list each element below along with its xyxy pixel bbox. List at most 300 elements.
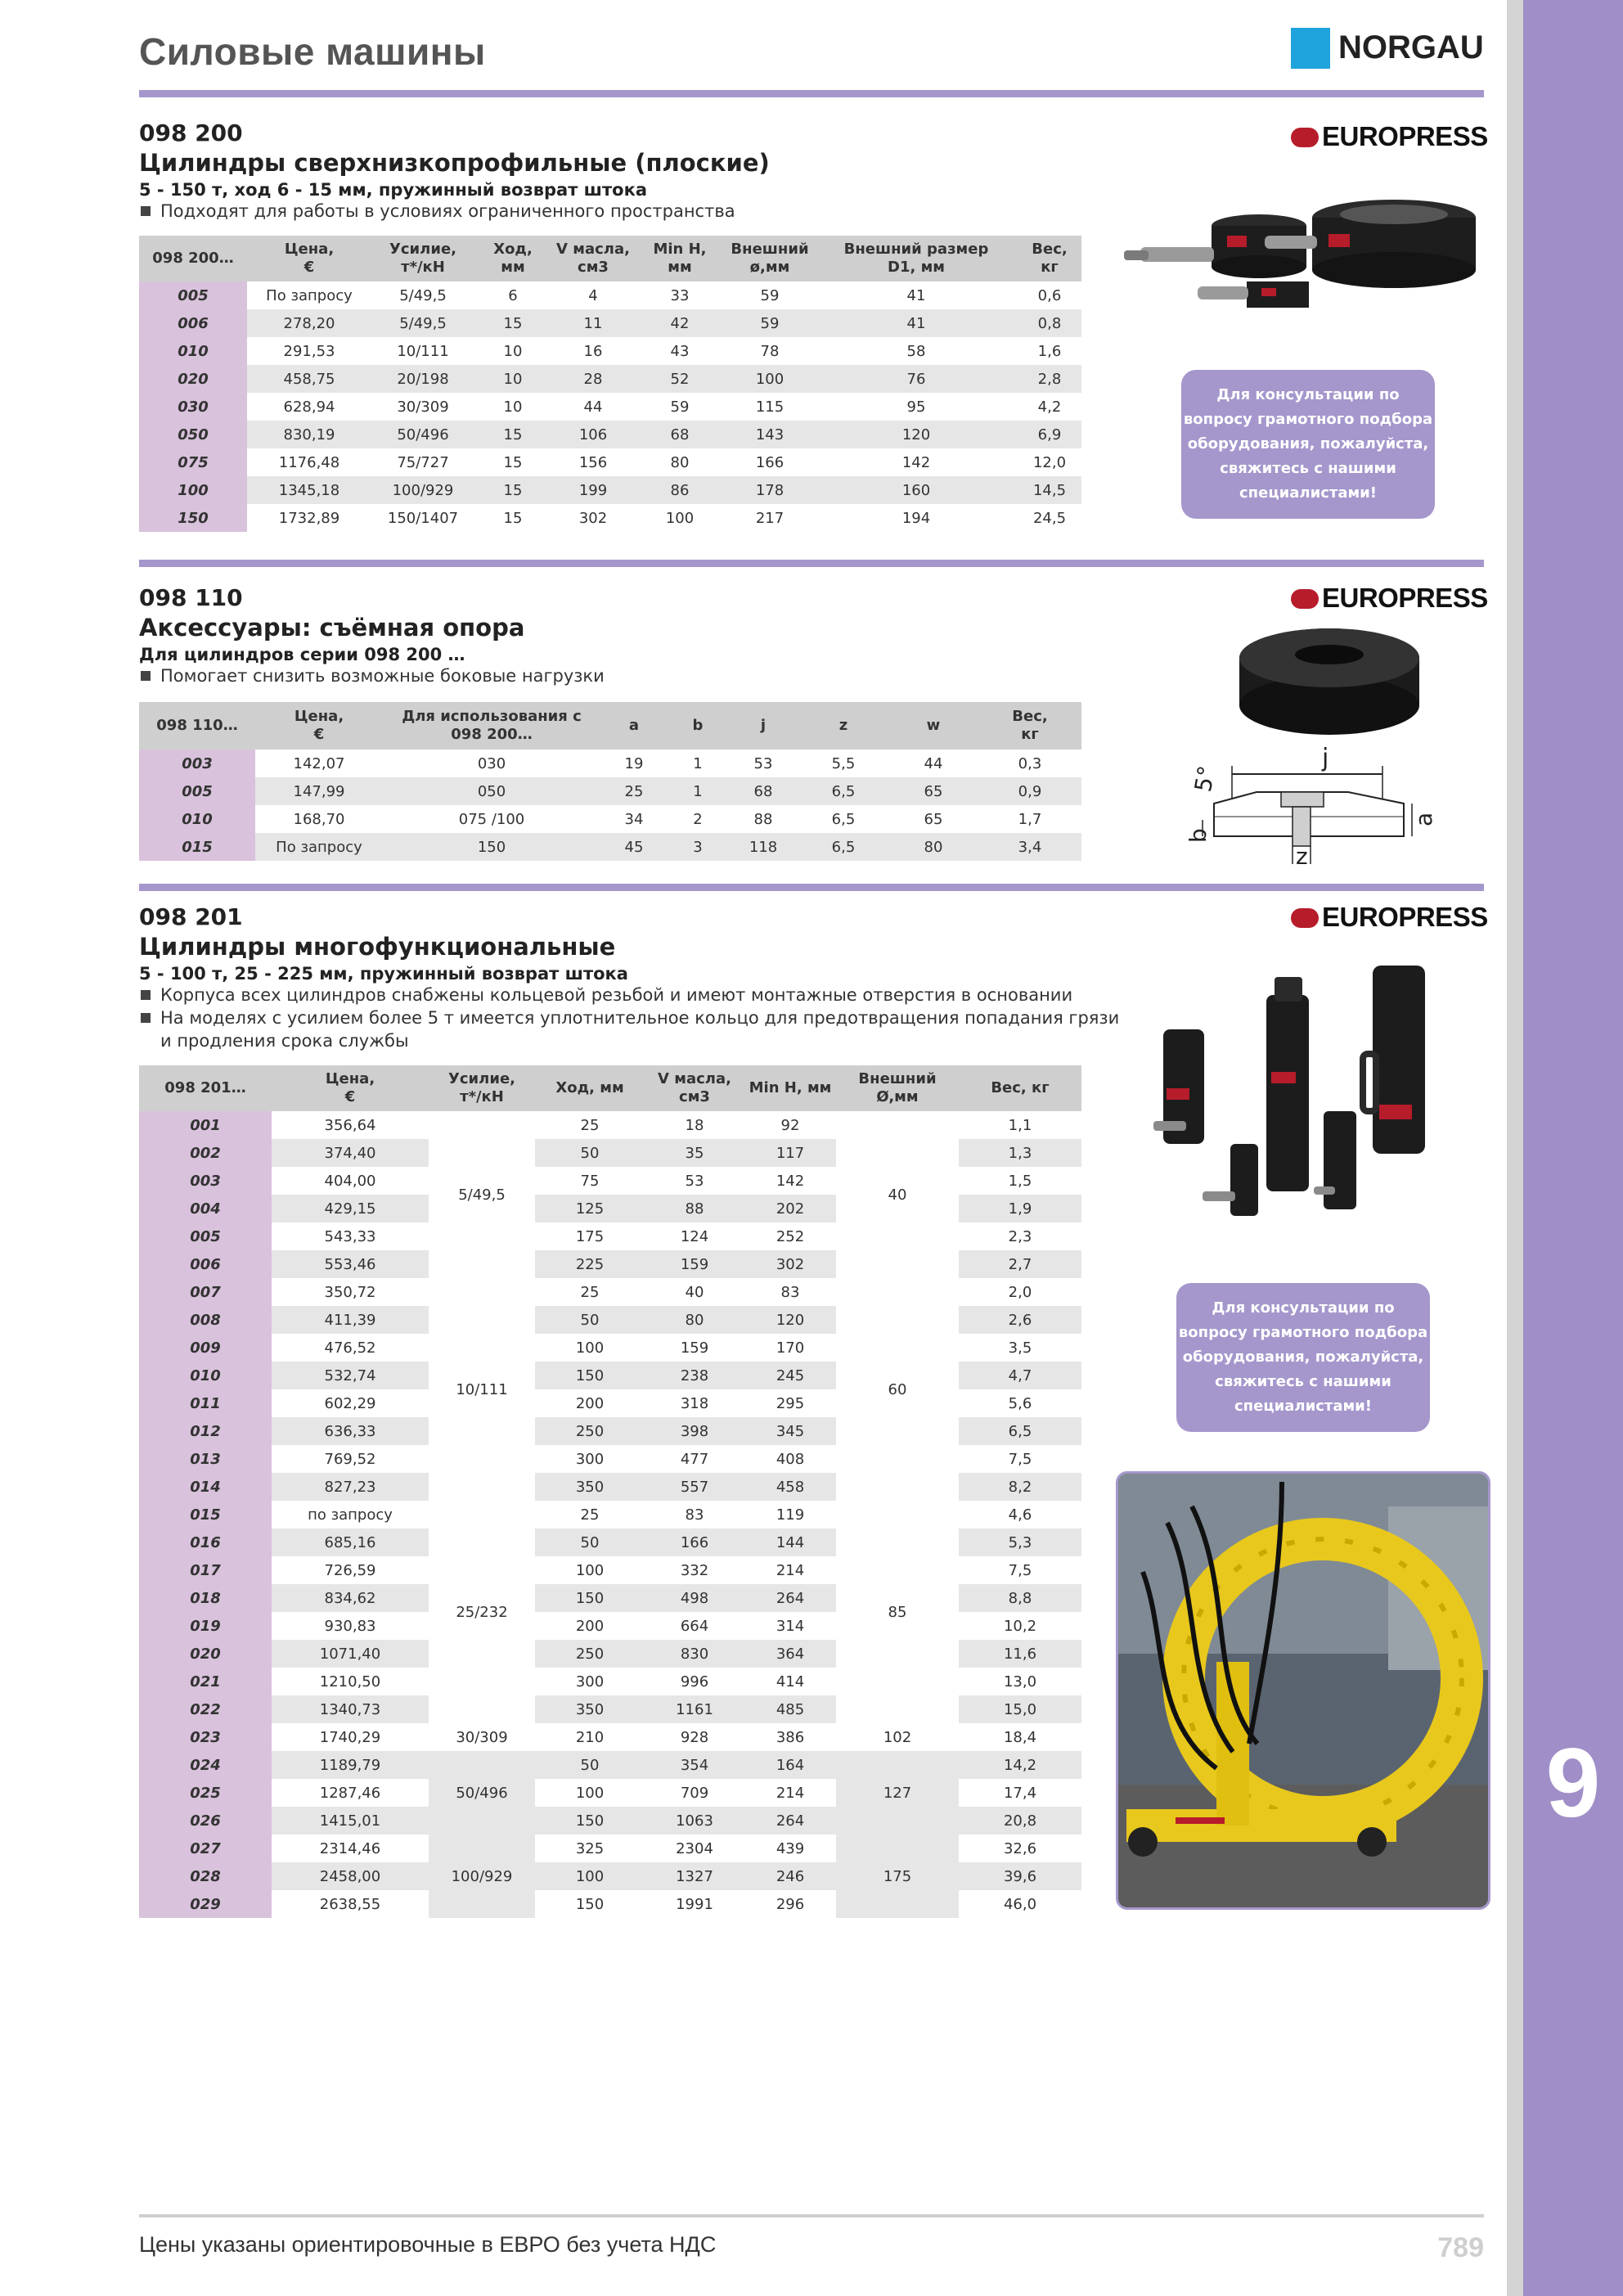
table-row — [139, 281, 1081, 309]
table-cell: 930,83 — [272, 1612, 429, 1640]
table-cell: 245 — [744, 1362, 836, 1389]
section3-code: 098 201 — [139, 903, 243, 930]
section2-bullet: Помогает снизить возможные боковые нагрузки — [141, 666, 605, 686]
article-code: 014 — [139, 1473, 272, 1501]
table-cell: 664 — [645, 1612, 744, 1640]
table-cell: 636,33 — [272, 1417, 429, 1445]
table-cell: 2,7 — [959, 1250, 1081, 1278]
table-cell: 142,07 — [255, 750, 383, 777]
table-cell: 100 — [535, 1556, 645, 1584]
table-cell: 264 — [744, 1584, 836, 1612]
table-row — [139, 365, 1081, 393]
table-cell: 458,75 — [247, 365, 371, 393]
table-row — [139, 337, 1081, 365]
table-cell: 11 — [551, 309, 635, 337]
table-cell: 0,3 — [978, 750, 1081, 777]
article-code: 022 — [139, 1695, 272, 1723]
support-dimension-diagram — [1178, 741, 1440, 871]
column-header: V масла, см3 — [645, 1065, 744, 1111]
table-cell: 86 — [635, 476, 725, 504]
table-cell: 14,2 — [959, 1751, 1081, 1779]
column-header: Цена, € — [247, 236, 371, 281]
table-cell: 178 — [725, 476, 815, 504]
bullet-icon — [141, 1013, 151, 1023]
table-cell: 769,52 — [272, 1445, 429, 1473]
table-cell: 150 — [383, 833, 600, 861]
table-cell: 458 — [744, 1473, 836, 1501]
table-cell: 150 — [535, 1362, 645, 1389]
force-group-cell: 5/49,5 — [429, 1111, 535, 1278]
article-code: 030 — [139, 393, 247, 421]
column-header: 098 200… — [139, 236, 247, 281]
table-cell: 404,00 — [272, 1167, 429, 1195]
column-header: Ход, мм — [535, 1065, 645, 1111]
table-cell: 115 — [725, 393, 815, 421]
article-code: 027 — [139, 1835, 272, 1862]
table-cell: 35 — [645, 1139, 744, 1167]
bullet-icon — [141, 990, 151, 1000]
table-cell: 92 — [744, 1111, 836, 1139]
table-cell: 100 — [535, 1334, 645, 1362]
table-row — [139, 1111, 1081, 1139]
table-cell: 59 — [635, 393, 725, 421]
application-photo — [1116, 1471, 1490, 1910]
table-cell: 76 — [815, 365, 1018, 393]
article-code: 020 — [139, 365, 247, 393]
table-cell: 50 — [535, 1306, 645, 1334]
column-header: Min H, мм — [635, 236, 725, 281]
column-header: Для использования с 098 200… — [383, 702, 600, 750]
section1-brand: EUROPRESS — [1291, 121, 1488, 152]
table-cell: 5,3 — [959, 1528, 1081, 1556]
table-cell: 59 — [725, 281, 815, 309]
column-header: Цена, € — [272, 1065, 429, 1111]
table-cell: 1063 — [645, 1807, 744, 1835]
table-cell: 41 — [815, 309, 1018, 337]
table-cell: 15,0 — [959, 1695, 1081, 1723]
table-cell: 19 — [600, 750, 668, 777]
table-cell: 100 — [535, 1779, 645, 1807]
table-cell: 44 — [888, 750, 978, 777]
norgau-logo-icon — [1291, 28, 1330, 69]
table-cell: 411,39 — [272, 1306, 429, 1334]
table-cell: 1991 — [645, 1890, 744, 1918]
table-cell: 120 — [744, 1306, 836, 1334]
table-cell: 332 — [645, 1556, 744, 1584]
table-row — [139, 1723, 1081, 1751]
table-cell: 6 — [474, 281, 551, 309]
table-cell: 1210,50 — [272, 1668, 429, 1695]
table-cell: 100 — [535, 1862, 645, 1890]
table-row — [139, 309, 1081, 337]
table-cell: 2638,55 — [272, 1890, 429, 1918]
table-cell: 143 — [725, 421, 815, 448]
table-cell: 119 — [744, 1501, 836, 1528]
table-cell: 398 — [645, 1417, 744, 1445]
table-cell: 166 — [725, 448, 815, 476]
table-cell: 32,6 — [959, 1835, 1081, 1862]
table-cell: 485 — [744, 1695, 836, 1723]
table-cell: 429,15 — [272, 1195, 429, 1222]
force-group-cell: 30/309 — [429, 1723, 535, 1751]
table-cell: 5,5 — [798, 750, 888, 777]
table-cell: 7,5 — [959, 1445, 1081, 1473]
table-cell: 13,0 — [959, 1668, 1081, 1695]
table-cell: 15 — [474, 448, 551, 476]
table-row — [139, 476, 1081, 504]
table-cell: 15 — [474, 309, 551, 337]
table-cell: 20,8 — [959, 1807, 1081, 1835]
table-cell: 374,40 — [272, 1139, 429, 1167]
table-cell: 150/1407 — [371, 504, 474, 532]
europress-logo-icon — [1291, 128, 1319, 147]
table-row — [139, 1835, 1081, 1862]
table-cell: 408 — [744, 1445, 836, 1473]
table-cell: 4 — [551, 281, 635, 309]
table-cell: 364 — [744, 1640, 836, 1668]
table-cell: 7,5 — [959, 1556, 1081, 1584]
table-cell: 80 — [635, 448, 725, 476]
column-header: Усилие, т*/кН — [371, 236, 474, 281]
footer-note: Цены указаны ориентировочные в ЕВРО без учета НДС — [139, 2232, 717, 2257]
table-cell: 345 — [744, 1417, 836, 1445]
table-cell: 439 — [744, 1835, 836, 1862]
table-cell: 11,6 — [959, 1640, 1081, 1668]
table-cell: 4,6 — [959, 1501, 1081, 1528]
table-cell: 3 — [668, 833, 728, 861]
table-row — [139, 1751, 1081, 1779]
table-cell: 928 — [645, 1723, 744, 1751]
chapter-number: 9 — [1545, 1728, 1601, 1838]
table-cell: 159 — [645, 1334, 744, 1362]
table-cell: 164 — [744, 1751, 836, 1779]
table-cell: 150 — [535, 1807, 645, 1835]
section3-bullet: На моделях с усилием более 5 т имеется уплотнительное кольцо для предотвращения попадания грязи — [141, 1008, 1119, 1028]
column-header: a — [600, 702, 668, 750]
table-cell: 46,0 — [959, 1890, 1081, 1918]
column-header: j — [728, 702, 798, 750]
table-cell: 50 — [535, 1528, 645, 1556]
table-cell: 5/49,5 — [371, 309, 474, 337]
table-cell: 75 — [535, 1167, 645, 1195]
table-cell: 15 — [474, 421, 551, 448]
table-cell: 498 — [645, 1584, 744, 1612]
table-cell: 5,6 — [959, 1389, 1081, 1417]
table-cell: 214 — [744, 1779, 836, 1807]
table-cell: 194 — [815, 504, 1018, 532]
table-cell: 302 — [551, 504, 635, 532]
table-cell: 543,33 — [272, 1222, 429, 1250]
table-cell: 18,4 — [959, 1723, 1081, 1751]
table-cell: 602,29 — [272, 1389, 429, 1417]
article-code: 019 — [139, 1612, 272, 1640]
table-cell: 2,0 — [959, 1278, 1081, 1306]
column-header: Вес, кг — [1018, 236, 1081, 281]
section-divider — [139, 884, 1484, 891]
table-cell: 10 — [474, 337, 551, 365]
article-code: 016 — [139, 1528, 272, 1556]
section1-code: 098 200 — [139, 119, 243, 146]
column-header: Min H, мм — [744, 1065, 836, 1111]
table-cell: 325 — [535, 1835, 645, 1862]
article-code: 009 — [139, 1334, 272, 1362]
article-code: 075 — [139, 448, 247, 476]
table-cell: 1340,73 — [272, 1695, 429, 1723]
article-code: 020 — [139, 1640, 272, 1668]
table-cell: 246 — [744, 1862, 836, 1890]
table-cell: 17,4 — [959, 1779, 1081, 1807]
table-cell: 159 — [645, 1250, 744, 1278]
table-cell: 0,9 — [978, 777, 1081, 805]
table-cell: 20/198 — [371, 365, 474, 393]
table-cell: 15 — [474, 476, 551, 504]
article-code: 150 — [139, 504, 247, 532]
table-row — [139, 1278, 1081, 1306]
table-cell: 2314,46 — [272, 1835, 429, 1862]
column-header: Вес, кг — [978, 702, 1081, 750]
table-cell: 200 — [535, 1612, 645, 1640]
force-group-cell: 100/929 — [429, 1835, 535, 1918]
table-cell: 1,3 — [959, 1139, 1081, 1167]
table-cell: 53 — [645, 1167, 744, 1195]
table-row — [139, 504, 1081, 532]
table-cell: 532,74 — [272, 1362, 429, 1389]
table-header-row — [139, 702, 1081, 750]
section3-title: Цилиндры многофункциональные — [139, 933, 616, 961]
table-cell: 43 — [635, 337, 725, 365]
table-cell: 166 — [645, 1528, 744, 1556]
section3-subtitle: 5 - 100 т, 25 - 225 мм, пружинный возврат штока — [139, 964, 628, 984]
diameter-group-cell: 40 — [836, 1111, 959, 1278]
table-row — [139, 805, 1081, 833]
table-cell: 10 — [474, 365, 551, 393]
table-cell: 10 — [474, 393, 551, 421]
article-code: 013 — [139, 1445, 272, 1473]
table-cell: 25 — [535, 1278, 645, 1306]
column-header: b — [668, 702, 728, 750]
table-cell: 1,6 — [1018, 337, 1081, 365]
table-cell: 50 — [535, 1139, 645, 1167]
table-cell: 4,7 — [959, 1362, 1081, 1389]
table-cell: 1161 — [645, 1695, 744, 1723]
table-cell: 40 — [645, 1278, 744, 1306]
table-cell: 65 — [888, 777, 978, 805]
table-cell: 41 — [815, 281, 1018, 309]
section2-title: Аксессуары: съёмная опора — [139, 614, 525, 642]
table-cell: 50 — [535, 1751, 645, 1779]
table-cell: 39,6 — [959, 1862, 1081, 1890]
article-code: 023 — [139, 1723, 272, 1751]
table-cell: 214 — [744, 1556, 836, 1584]
table-cell: 350 — [535, 1473, 645, 1501]
table-cell: 10,2 — [959, 1612, 1081, 1640]
table-cell: 33 — [635, 281, 725, 309]
article-code: 006 — [139, 309, 247, 337]
dimension-label-angle: 5° — [1189, 763, 1221, 795]
section3-table — [139, 1065, 1081, 1918]
table-cell: 80 — [888, 833, 978, 861]
article-code: 006 — [139, 1250, 272, 1278]
table-cell: 030 — [383, 750, 600, 777]
column-header: 098 110… — [139, 702, 255, 750]
table-cell: 8,2 — [959, 1473, 1081, 1501]
section-divider — [139, 90, 1484, 97]
table-row — [139, 833, 1081, 861]
table-cell: по запросу — [272, 1501, 429, 1528]
table-cell: 0,8 — [1018, 309, 1081, 337]
article-code: 012 — [139, 1417, 272, 1445]
column-header: Вес, кг — [959, 1065, 1081, 1111]
table-cell: 318 — [645, 1389, 744, 1417]
table-cell: 125 — [535, 1195, 645, 1222]
table-cell: 15 — [474, 504, 551, 532]
article-code: 007 — [139, 1278, 272, 1306]
diameter-group-cell: 102 — [836, 1723, 959, 1751]
table-cell: 557 — [645, 1473, 744, 1501]
table-cell: 25 — [535, 1111, 645, 1139]
column-header: Усилие, т*/кН — [429, 1065, 535, 1111]
section3-brand: EUROPRESS — [1291, 902, 1488, 933]
table-cell: 1,7 — [978, 805, 1081, 833]
article-code: 005 — [139, 281, 247, 309]
table-cell: 350,72 — [272, 1278, 429, 1306]
table-cell: 14,5 — [1018, 476, 1081, 504]
table-cell: По запросу — [247, 281, 371, 309]
table-cell: 300 — [535, 1668, 645, 1695]
column-header: Цена, € — [255, 702, 383, 750]
column-header: V масла, см3 — [551, 236, 635, 281]
chapter-sidebar — [1523, 0, 1623, 2296]
table-cell: 28 — [551, 365, 635, 393]
table-cell: 350 — [535, 1695, 645, 1723]
table-cell: 685,16 — [272, 1528, 429, 1556]
column-header: Ход, мм — [474, 236, 551, 281]
table-row — [139, 1501, 1081, 1528]
article-code: 021 — [139, 1668, 272, 1695]
table-cell: 830,19 — [247, 421, 371, 448]
table-cell: 830 — [645, 1640, 744, 1668]
table-cell: 75/727 — [371, 448, 474, 476]
table-cell: 147,99 — [255, 777, 383, 805]
table-row — [139, 393, 1081, 421]
table-cell: 0,6 — [1018, 281, 1081, 309]
table-cell: 291,53 — [247, 337, 371, 365]
article-code: 003 — [139, 750, 255, 777]
table-cell: 477 — [645, 1445, 744, 1473]
table-cell: 142 — [815, 448, 1018, 476]
table-cell: 075 /100 — [383, 805, 600, 833]
table-cell: 217 — [725, 504, 815, 532]
table-cell: 2 — [668, 805, 728, 833]
table-cell: 150 — [535, 1584, 645, 1612]
table-cell: 118 — [728, 833, 798, 861]
table-cell: 100 — [635, 504, 725, 532]
force-group-cell: 50/496 — [429, 1751, 535, 1835]
table-cell: 202 — [744, 1195, 836, 1222]
table-cell: 827,23 — [272, 1473, 429, 1501]
table-cell: 100/929 — [371, 476, 474, 504]
table-cell: 8,8 — [959, 1584, 1081, 1612]
table-cell: 278,20 — [247, 309, 371, 337]
table-cell: 142 — [744, 1167, 836, 1195]
table-cell: 1415,01 — [272, 1807, 429, 1835]
table-cell: 1189,79 — [272, 1751, 429, 1779]
column-header: Внешний Ø,мм — [836, 1065, 959, 1111]
force-group-cell: 25/232 — [429, 1501, 535, 1723]
table-cell: 30/309 — [371, 393, 474, 421]
table-cell: 160 — [815, 476, 1018, 504]
table-row — [139, 421, 1081, 448]
table-cell: 175 — [535, 1222, 645, 1250]
table-row — [139, 448, 1081, 476]
table-cell: 144 — [744, 1528, 836, 1556]
table-cell: 296 — [744, 1890, 836, 1918]
article-code: 050 — [139, 421, 247, 448]
sidebar-divider — [1507, 0, 1523, 2296]
column-header: z — [798, 702, 888, 750]
table-cell: 1 — [668, 777, 728, 805]
table-cell: 88 — [728, 805, 798, 833]
table-cell: 95 — [815, 393, 1018, 421]
table-cell: 65 — [888, 805, 978, 833]
table-header-row — [139, 236, 1081, 281]
article-code: 100 — [139, 476, 247, 504]
table-cell: 834,62 — [272, 1584, 429, 1612]
article-code: 025 — [139, 1779, 272, 1807]
table-cell: 1 — [668, 750, 728, 777]
table-cell: 295 — [744, 1389, 836, 1417]
force-group-cell: 10/111 — [429, 1278, 535, 1501]
table-cell: 6,5 — [959, 1417, 1081, 1445]
article-code: 018 — [139, 1584, 272, 1612]
table-cell: 10/111 — [371, 337, 474, 365]
footer-divider — [139, 2214, 1484, 2217]
table-cell: 83 — [744, 1278, 836, 1306]
table-cell: 553,46 — [272, 1250, 429, 1278]
table-cell: 170 — [744, 1334, 836, 1362]
table-cell: 80 — [645, 1306, 744, 1334]
article-code: 026 — [139, 1807, 272, 1835]
table-cell: 314 — [744, 1612, 836, 1640]
section1-subtitle: 5 - 150 т, ход 6 - 15 мм, пружинный возврат штока — [139, 180, 647, 200]
article-code: 003 — [139, 1167, 272, 1195]
article-code: 010 — [139, 805, 255, 833]
table-cell: 1,5 — [959, 1167, 1081, 1195]
dimension-label-j: j — [1322, 744, 1329, 772]
table-cell: 1287,46 — [272, 1779, 429, 1807]
section2-code: 098 110 — [139, 584, 243, 611]
table-cell: 050 — [383, 777, 600, 805]
table-cell: 2,6 — [959, 1306, 1081, 1334]
table-cell: 210 — [535, 1723, 645, 1751]
column-header: 098 201… — [139, 1065, 272, 1111]
section1-consult-note: Для консультации по вопросу грамотного подбора оборудования, пожалуйста, свяжитесь с нашими специалистами! — [1181, 370, 1435, 519]
table-cell: 6,5 — [798, 833, 888, 861]
europress-logo-icon — [1291, 908, 1319, 928]
table-cell: 117 — [744, 1139, 836, 1167]
article-code: 008 — [139, 1306, 272, 1334]
article-code: 001 — [139, 1111, 272, 1139]
table-cell: 726,59 — [272, 1556, 429, 1584]
europress-logo-icon — [1291, 589, 1319, 609]
table-cell: 44 — [551, 393, 635, 421]
table-cell: 150 — [535, 1890, 645, 1918]
table-cell: 4,2 — [1018, 393, 1081, 421]
flat-cylinders-photo — [1124, 183, 1484, 314]
section3-bullet: Корпуса всех цилиндров снабжены кольцевой резьбой и имеют монтажные отверстия в основании — [141, 985, 1072, 1005]
table-cell: 16 — [551, 337, 635, 365]
table-cell: 225 — [535, 1250, 645, 1278]
